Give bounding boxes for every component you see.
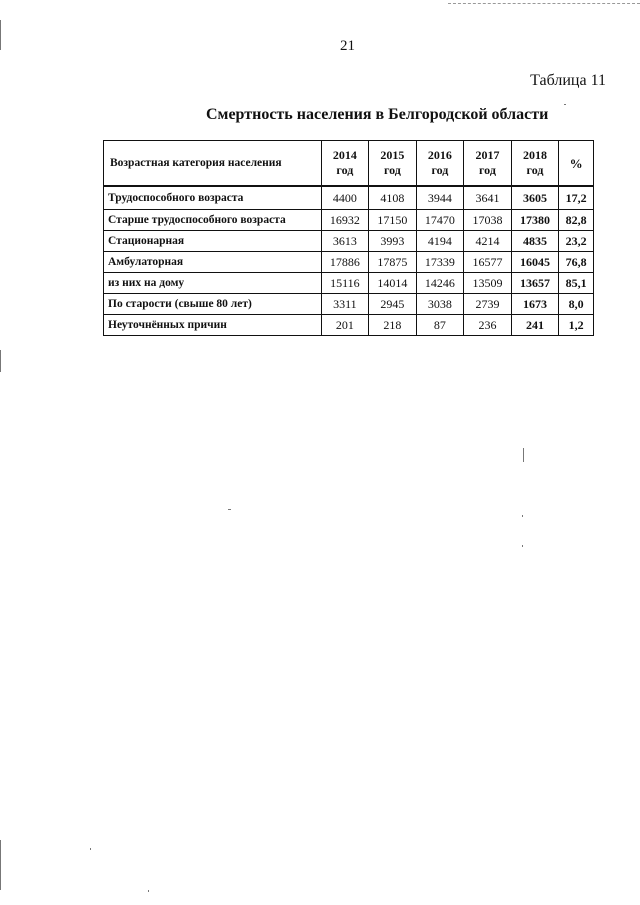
cell-2014: 4400 <box>321 186 369 210</box>
cell-2017: 16577 <box>464 252 512 273</box>
cell-2014: 17886 <box>321 252 369 273</box>
year-number: 2015 <box>380 148 405 162</box>
cell-2015: 3993 <box>369 231 417 252</box>
cell-2018: 3605 <box>511 186 559 210</box>
cell-percent: 76,8 <box>559 252 594 273</box>
cell-2015: 218 <box>369 315 417 336</box>
scan-mark <box>90 848 91 850</box>
page-title: Смертность населения в Белгородской области <box>206 106 549 123</box>
table-row <box>104 273 594 294</box>
year-word: год <box>383 163 401 177</box>
cell-2015: 2945 <box>369 294 417 315</box>
scan-mark <box>0 350 1 372</box>
cell-2014: 201 <box>321 315 369 336</box>
cell-2018: 17380 <box>511 210 559 231</box>
cell-2017: 236 <box>464 315 512 336</box>
cell-2016: 17339 <box>416 252 464 273</box>
cell-2015: 17150 <box>369 210 417 231</box>
cell-2014: 3311 <box>321 294 369 315</box>
column-header-2014 <box>321 141 369 187</box>
cell-2016: 87 <box>416 315 464 336</box>
table-header-row <box>104 141 594 187</box>
cell-2016: 4194 <box>416 231 464 252</box>
row-category: По старости (свыше 80 лет) <box>104 294 322 315</box>
scan-mark <box>523 448 524 462</box>
year-word: год <box>479 163 496 177</box>
cell-percent: 82,8 <box>559 210 594 231</box>
column-header-category: Возрастная категория населения <box>104 141 322 187</box>
cell-2016: 3038 <box>416 294 464 315</box>
scan-edge-rule <box>448 3 640 5</box>
cell-2014: 3613 <box>321 231 369 252</box>
table-row <box>104 231 594 252</box>
scan-mark <box>0 840 1 890</box>
year-number: 2016 <box>427 148 452 162</box>
cell-2015: 17875 <box>369 252 417 273</box>
row-category: Неуточнённых причин <box>104 315 322 336</box>
table-row <box>104 252 594 273</box>
column-header-2018 <box>511 141 559 187</box>
page-number: 21 <box>340 38 355 54</box>
row-category: Трудоспособного возраста <box>104 186 322 210</box>
column-header-2015 <box>369 141 417 187</box>
cell-2014: 15116 <box>321 273 369 294</box>
cell-2018: 16045 <box>511 252 559 273</box>
cell-2014: 16932 <box>321 210 369 231</box>
table-label: Таблица 11 <box>530 72 606 89</box>
cell-2017: 2739 <box>464 294 512 315</box>
cell-2016: 17470 <box>416 210 464 231</box>
scan-mark <box>148 890 149 892</box>
cell-2016: 14246 <box>416 273 464 294</box>
cell-2017: 17038 <box>464 210 512 231</box>
row-category: Амбулаторная <box>104 252 322 273</box>
year-word: год <box>431 163 449 177</box>
cell-2017: 3641 <box>464 186 512 210</box>
row-category: из них на дому <box>104 273 322 294</box>
table-row <box>104 315 594 336</box>
row-category: Стационарная <box>104 231 322 252</box>
row-category: Старше трудоспособного возраста <box>104 210 322 231</box>
scan-mark <box>564 104 566 105</box>
mortality-table <box>103 140 594 336</box>
year-word: год <box>526 163 544 177</box>
cell-2015: 14014 <box>369 273 417 294</box>
cell-2016: 3944 <box>416 186 464 210</box>
cell-percent: 1,2 <box>559 315 594 336</box>
column-header-percent: % <box>559 141 594 187</box>
year-number: 2017 <box>475 148 500 162</box>
cell-2018: 1673 <box>511 294 559 315</box>
cell-percent: 85,1 <box>559 273 594 294</box>
column-header-2016 <box>416 141 464 187</box>
table-row <box>104 294 594 315</box>
cell-percent: 8,0 <box>559 294 594 315</box>
cell-percent: 17,2 <box>559 186 594 210</box>
column-header-2017 <box>464 141 512 187</box>
year-word: год <box>336 163 354 177</box>
cell-2018: 13657 <box>511 273 559 294</box>
scan-mark <box>522 515 523 517</box>
scan-mark <box>0 20 1 50</box>
scan-mark <box>228 509 231 510</box>
cell-2015: 4108 <box>369 186 417 210</box>
cell-2017: 4214 <box>464 231 512 252</box>
cell-2018: 4835 <box>511 231 559 252</box>
cell-percent: 23,2 <box>559 231 594 252</box>
table-row <box>104 210 594 231</box>
year-number: 2014 <box>332 148 357 162</box>
cell-2017: 13509 <box>464 273 512 294</box>
cell-2018: 241 <box>511 315 559 336</box>
scan-mark <box>522 545 523 547</box>
table-row <box>104 186 594 210</box>
year-number: 2018 <box>522 148 547 162</box>
